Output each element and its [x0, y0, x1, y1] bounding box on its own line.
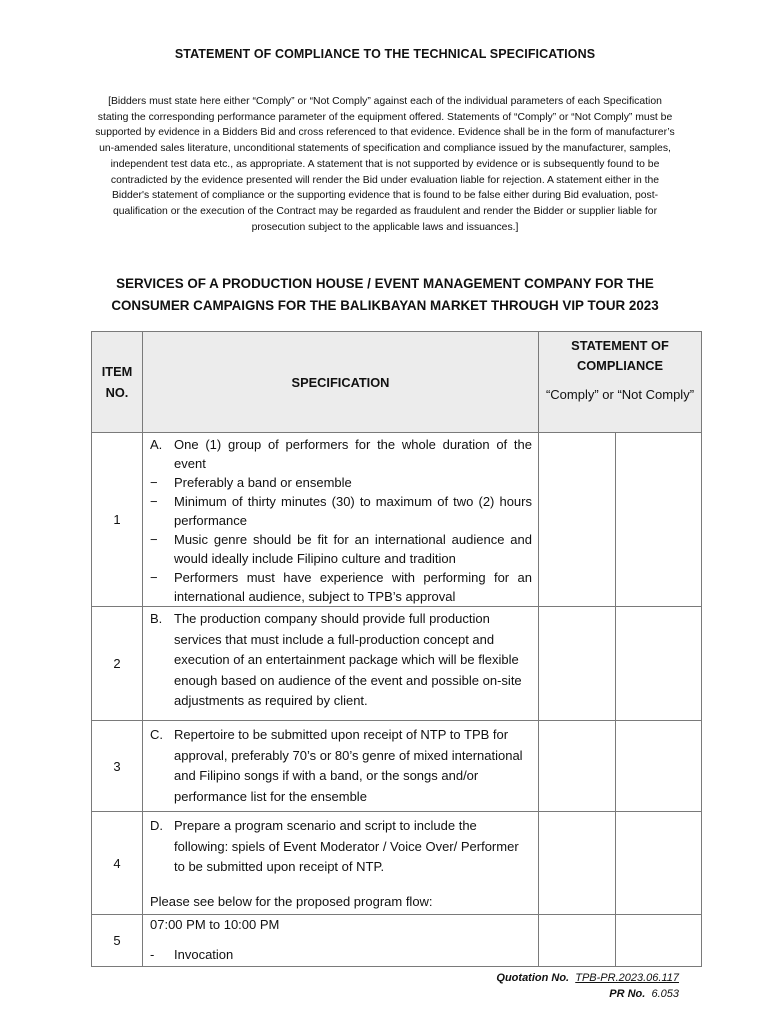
spec-marker: -	[150, 947, 155, 962]
specification-cell	[143, 721, 539, 812]
spec-line	[150, 530, 532, 568]
table-row	[92, 721, 702, 812]
table-row	[92, 915, 702, 967]
table-row	[92, 812, 702, 915]
spec-line	[150, 492, 532, 530]
specification-cell	[143, 607, 539, 721]
spec-marker: −	[150, 532, 158, 547]
spec-marker: A.	[150, 437, 163, 452]
spec-marker: C.	[150, 727, 163, 742]
spec-text: Minimum of thirty minutes (30) to maximum of two (2) hours performance	[174, 494, 532, 528]
spec-marker: −	[150, 570, 158, 585]
spec-text: One (1) group of performers for the whole duration of the event	[174, 437, 532, 471]
pr-label: PR No.	[609, 987, 646, 1000]
spec-marker: −	[150, 494, 158, 509]
not-comply-cell[interactable]	[616, 607, 702, 721]
spec-line	[150, 435, 532, 473]
specification-cell	[143, 433, 539, 607]
document-title: STATEMENT OF COMPLIANCE TO THE TECHNICAL SPECIFICATIONS	[174, 47, 596, 61]
program-time: 07:00 PM to 10:00 PM	[150, 917, 280, 932]
table-header-row	[92, 332, 702, 433]
comply-cell[interactable]	[539, 721, 616, 812]
item-number: 5	[92, 915, 143, 967]
quotation-value: TPB-PR.2023.06.117	[575, 972, 679, 984]
not-comply-cell[interactable]	[616, 915, 702, 967]
item-number: 1	[92, 433, 143, 607]
compliance-table	[91, 331, 702, 967]
not-comply-cell[interactable]	[616, 812, 702, 915]
pr-number	[496, 987, 679, 1003]
spec-text: Music genre should be fit for an international audience and would ideally include Filipino culture and tradition	[174, 532, 532, 566]
item-number: 3	[92, 721, 143, 812]
comply-cell[interactable]	[539, 607, 616, 721]
spec-text: Preferably a band or ensemble	[174, 475, 352, 490]
specification-cell	[143, 812, 539, 915]
section-heading-line-2: CONSUMER CAMPAIGNS FOR THE BALIKBAYAN MARKET THROUGH VIP TOUR 2023	[111, 298, 659, 313]
spec-line	[150, 609, 532, 712]
spec-line	[150, 816, 532, 878]
spec-marker: −	[150, 475, 158, 490]
instructions-paragraph: [Bidders must state here either “Comply” or “Not Comply” against each of the individual parameters of each Specification stating the corresponding performance parameter of the equipment offered. Statements of “Comply” or “Not Comply” must be supported by evidence in a Bidders Bid and cross referenced to that evidence. Evidence shall be in the form of manufacturer’s un-amended sales literature, unconditional statements of specification and compliance issued by the manufacturer, samples, independent test data etc., as appropriate. A statement that is not supported by evidence or is subsequently found to be contradicted by the evidence presented will render the Bid under evaluation liable for rejection. A statement either in the Bidder's statement of compliance or the supporting evidence that is found to be false either during Bid evaluation, post-qualification or the execution of the Contract may be regarded as fraudulent and render the Bidder or supplier liable for prosecution subject to the applicable laws and issuances.]	[95, 96, 675, 233]
comply-cell[interactable]	[539, 812, 616, 915]
quotation-number	[496, 971, 679, 987]
quotation-label: Quotation No.	[496, 972, 570, 984]
item-number: 4	[92, 812, 143, 915]
spec-line	[150, 473, 532, 492]
page-footer	[496, 971, 679, 1002]
pr-value: 6.053	[651, 987, 679, 1000]
spec-marker: B.	[150, 611, 163, 626]
section-heading-line-1: SERVICES OF A PRODUCTION HOUSE / EVENT MANAGEMENT COMPANY FOR THE	[116, 276, 654, 291]
header-compliance-subtitle: “Comply” or “Not Comply”	[545, 387, 695, 402]
spec-line	[150, 568, 532, 606]
not-comply-cell[interactable]	[616, 721, 702, 812]
header-specification: SPECIFICATION	[143, 332, 539, 433]
item-number: 2	[92, 607, 143, 721]
comply-cell[interactable]	[539, 915, 616, 967]
spec-text: The production company should provide full production services that must include a full-production concept and execution of an entertainment package which will be flexible enough based on audience of the event and possible on-site adjustments as required by client.	[174, 611, 522, 708]
section-heading	[80, 273, 690, 317]
spec-line	[150, 945, 532, 966]
header-item-line-2: NO.	[105, 385, 129, 400]
header-item-line-1: ITEM	[101, 364, 133, 379]
header-statement-of-compliance	[539, 332, 702, 433]
spec-marker: D.	[150, 818, 163, 833]
spec-text: Repertoire to be submitted upon receipt of NTP to TPB for approval, preferably 70’s or 80’s genre of mixed international and Filipino songs if with a band, or the songs and/or performance list for the ensemble	[174, 727, 523, 804]
program-flow-note: Please see below for the proposed program flow:	[150, 893, 433, 909]
not-comply-cell[interactable]	[616, 433, 702, 607]
spec-text: Invocation	[174, 947, 234, 962]
header-compliance-title: STATEMENT OF COMPLIANCE	[571, 338, 669, 373]
spec-text: Performers must have experience with performing for an international audience, subject to TPB’s approval	[174, 570, 532, 604]
table-row	[92, 433, 702, 607]
header-item-no	[92, 332, 143, 433]
comply-cell[interactable]	[539, 433, 616, 607]
spec-text: Prepare a program scenario and script to include the following: spiels of Event Moderator / Voice Over/ Performer to be submitted upon receipt of NTP.	[174, 818, 519, 874]
spec-line	[150, 725, 532, 807]
table-row	[92, 607, 702, 721]
specification-cell	[143, 915, 539, 967]
